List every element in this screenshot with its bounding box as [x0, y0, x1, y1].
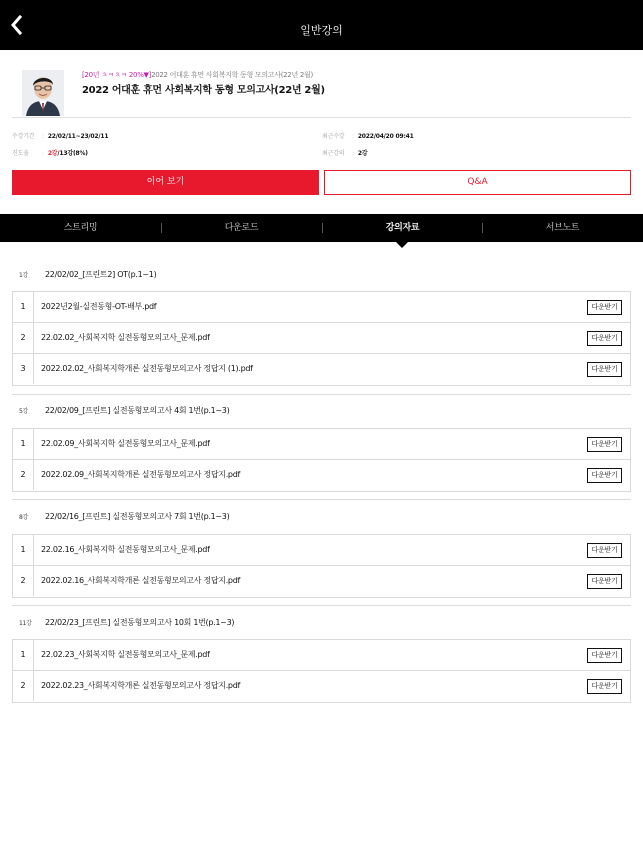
- section-divider: [12, 499, 631, 500]
- file-number: 2: [13, 323, 34, 353]
- lecture-title: 22/02/23_[프린트] 실전동형모의고사 10회 1번(p.1~3): [45, 618, 235, 627]
- lecture-section-header: [19, 617, 234, 631]
- divider: [12, 117, 631, 118]
- download-button[interactable]: 다운받기: [587, 362, 622, 377]
- lecture-title: 22/02/02_[프린트2] OT(p.1~1): [45, 270, 157, 279]
- file-table: [12, 291, 631, 386]
- tab-streaming[interactable]: 스트리밍: [63, 223, 98, 233]
- lecture-number: 5강: [19, 408, 29, 415]
- file-number: 2: [13, 566, 34, 596]
- info-recent: 최근수강 : 2022/04/20 09:41: [322, 133, 414, 140]
- tab-subnote[interactable]: 서브노트: [545, 223, 580, 233]
- file-table: [12, 639, 631, 703]
- file-name: 22.02.09_사회복지학 실전동형모의고사_문제.pdf: [41, 439, 210, 448]
- download-button[interactable]: 다운받기: [587, 437, 622, 452]
- file-name: 2022년2월-실전동형-OT-배부.pdf: [41, 302, 157, 311]
- file-row: [13, 535, 630, 566]
- file-name: 2022.02.16_사회복지학개론 실전동형모의고사 정답지.pdf: [41, 576, 241, 585]
- tab-download[interactable]: 다운로드: [224, 223, 259, 233]
- lecture-title: 22/02/16_[프린트] 실전동형모의고사 7회 1번(p.1~3): [45, 512, 230, 521]
- info-last: 최근강의 : 2강: [322, 150, 368, 157]
- file-row: [13, 429, 630, 460]
- top-app-bar: [0, 0, 643, 50]
- download-button[interactable]: 다운받기: [587, 331, 622, 346]
- section-divider: [12, 394, 631, 395]
- course-header: [22, 70, 622, 118]
- lecture-title: 22/02/09_[프린트] 실전동형모의고사 4회 1번(p.1~3): [45, 406, 230, 415]
- instructor-avatar: [22, 70, 64, 116]
- file-name: 22.02.02_사회복지학 실전동형모의고사_문제.pdf: [41, 333, 210, 342]
- file-table: [12, 428, 631, 492]
- file-number: 2: [13, 671, 34, 701]
- info-period: 수강기간 : 22/02/11~23/02/11: [12, 133, 109, 140]
- file-number: 1: [13, 429, 34, 459]
- download-button[interactable]: 다운받기: [587, 468, 622, 483]
- info-last-label: 최근강의: [322, 150, 345, 157]
- file-row: [13, 354, 630, 385]
- download-button[interactable]: 다운받기: [587, 300, 622, 315]
- file-name: 2022.02.09_사회복지학개론 실전동형모의고사 정답지.pdf: [41, 470, 241, 479]
- tab-materials[interactable]: 강의자료: [385, 223, 420, 233]
- file-number: 1: [13, 640, 34, 670]
- file-row: [13, 460, 630, 491]
- download-button[interactable]: 다운받기: [587, 648, 622, 663]
- info-recent-label: 최근수강: [322, 133, 345, 140]
- file-name: 2022.02.23_사회복지학개론 실전동형모의고사 정답지.pdf: [41, 681, 241, 690]
- course-title: 2022 어대훈 휴먼 사회복지학 동형 모의고사(22년 2월): [82, 85, 325, 96]
- info-progress-label: 진도율: [12, 150, 29, 157]
- file-row: [13, 671, 630, 702]
- file-number: 2: [13, 460, 34, 490]
- course-subtitle-text: 2022 어대훈 휴먼 사회복지학 동형 모의고사(22년 2월): [151, 71, 313, 79]
- lecture-number: 8강: [19, 514, 29, 521]
- file-row: [13, 566, 630, 597]
- file-number: 1: [13, 292, 34, 322]
- file-table: [12, 534, 631, 598]
- file-row: [13, 323, 630, 354]
- info-progress: 진도율 : 2강/13강(8%): [12, 150, 88, 157]
- info-period-label: 수강기간: [12, 133, 35, 140]
- info-progress-done: 2강: [47, 150, 58, 157]
- info-last-value: 2강: [357, 150, 368, 157]
- file-number: 1: [13, 535, 34, 565]
- file-row: [13, 292, 630, 323]
- file-name: 2022.02.02_사회복지학개론 실전동형모의고사 정답지 (1).pdf: [41, 364, 253, 373]
- info-period-value: 22/02/11~23/02/11: [47, 133, 109, 140]
- download-button[interactable]: 다운받기: [587, 679, 622, 694]
- download-button[interactable]: 다운받기: [587, 574, 622, 589]
- tab-bar: [0, 214, 643, 242]
- info-progress-rest: /13강(8%): [57, 150, 88, 157]
- file-name: 22.02.16_사회복지학 실전동형모의고사_문제.pdf: [41, 545, 210, 554]
- lecture-section-header: [19, 511, 229, 525]
- page-title: 일반강의: [300, 24, 343, 37]
- course-subtitle: [82, 70, 313, 80]
- lecture-number: 1강: [19, 272, 29, 279]
- section-divider: [12, 605, 631, 606]
- file-row: [13, 640, 630, 671]
- file-name: 22.02.23_사회복지학 실전동형모의고사_문제.pdf: [41, 650, 210, 659]
- active-tab-indicator: [396, 242, 408, 248]
- lecture-section-header: [19, 405, 229, 419]
- file-number: 3: [13, 354, 34, 384]
- lecture-section-header: [19, 269, 156, 283]
- lecture-number: 11강: [19, 620, 32, 627]
- resume-button[interactable]: 이어 보기: [12, 170, 319, 195]
- promo-label: [20년 ㅊㅋㅊㅋ 20%▼]: [82, 71, 152, 79]
- download-button[interactable]: 다운받기: [587, 543, 622, 558]
- qa-button[interactable]: Q&A: [324, 170, 631, 195]
- info-recent-value: 2022/04/20 09:41: [357, 133, 414, 140]
